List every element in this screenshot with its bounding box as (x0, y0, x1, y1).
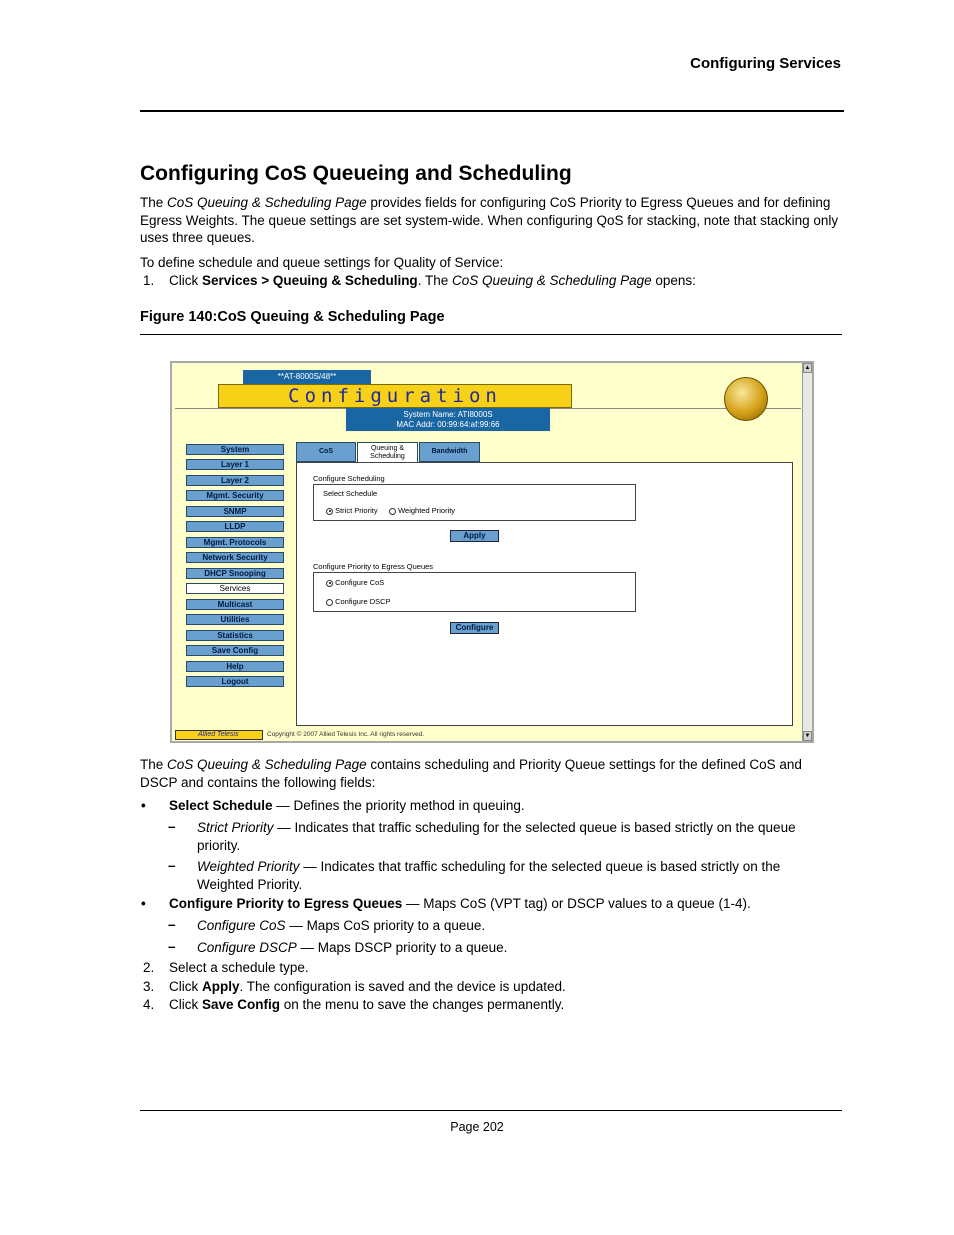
menu-multicast[interactable]: Multicast (186, 599, 284, 610)
content-panel (296, 462, 793, 726)
configure-dscp-option[interactable] (326, 597, 391, 606)
dash-icon: – (168, 939, 176, 954)
configure-scheduling-label: Configure Scheduling (313, 474, 385, 483)
copyright-text: Copyright © 2007 Allied Telesis Inc. All rights reserved. (267, 731, 425, 738)
menu-snmp[interactable]: SNMP (186, 506, 284, 517)
configure-dscp-radio[interactable] (326, 599, 333, 606)
page-number: Page 202 (450, 1120, 504, 1134)
menu-network-security[interactable]: Network Security (186, 552, 284, 563)
menu-mgmt-protocols[interactable]: Mgmt. Protocols (186, 537, 284, 548)
figure-caption: Figure 140:CoS Queuing & Scheduling Page (140, 309, 445, 325)
vertical-scrollbar[interactable] (802, 363, 812, 741)
weighted-priority-label: Weighted Priority (398, 506, 456, 515)
configure-cos-label: Configure CoS (335, 578, 385, 587)
step-3-text: Click Apply. The configuration is saved and the device is updated. (169, 979, 566, 994)
dash-icon: – (168, 819, 176, 834)
weighted-priority-radio[interactable] (389, 508, 396, 515)
weighted-priority-option[interactable] (389, 506, 455, 515)
globe-icon (724, 377, 768, 421)
dash-icon: – (168, 917, 176, 932)
figure-rule (140, 334, 842, 335)
configure-button[interactable]: Configure (450, 622, 499, 634)
step-number: 3. (143, 979, 155, 994)
apply-button[interactable]: Apply (450, 530, 499, 542)
header-rule (140, 110, 844, 112)
menu-system[interactable]: System (186, 444, 284, 455)
tab-label-line2: Scheduling (370, 453, 405, 460)
step-number: 1. (143, 273, 155, 288)
priority-box (313, 572, 636, 612)
section-heading: Configuring CoS Queueing and Scheduling (140, 162, 572, 185)
tab-cos[interactable]: CoS (296, 442, 356, 462)
menu-logout[interactable]: Logout (186, 676, 284, 687)
system-name: System Name: ATI8000S (403, 410, 493, 419)
menu-lldp[interactable]: LLDP (186, 521, 284, 532)
dash-icon: – (168, 858, 176, 873)
bullet-icon: • (141, 896, 146, 911)
intro-paragraph-2: To define schedule and queue settings for Quality of Service: (140, 255, 504, 270)
step-4-text: Click Save Config on the menu to save the changes permanently. (169, 997, 565, 1012)
tab-queuing-scheduling[interactable] (357, 442, 418, 463)
menu-save-config[interactable]: Save Config (186, 645, 284, 656)
step-number: 4. (143, 997, 155, 1012)
menu-layer1[interactable]: Layer 1 (186, 459, 284, 470)
scroll-up-icon[interactable]: ▲ (804, 365, 811, 371)
menu-mgmt-security[interactable]: Mgmt. Security (186, 490, 284, 501)
configure-dscp-label: Configure DSCP (335, 597, 391, 606)
strict-priority-label: Strict Priority (335, 506, 378, 515)
intro-paragraph: The CoS Queuing & Scheduling Page provides fields for configuring CoS Priority to Egress Queues and for defining Egress Weights. The queue settings are set system-wide. When configuring QoS for stacking, note that stacking only uses three queues. (140, 195, 839, 245)
menu-layer2[interactable]: Layer 2 (186, 475, 284, 486)
configure-priority-label: Configure Priority to Egress Queues (313, 562, 434, 571)
sub-configure-cos: Configure CoS — Maps CoS priority to a queue. (197, 918, 486, 933)
bullet-select-schedule: Select Schedule — Defines the priority method in queuing. (169, 798, 525, 813)
running-header: Configuring Services (690, 55, 841, 72)
strict-priority-option[interactable] (326, 506, 378, 515)
menu-services[interactable]: Services (186, 583, 284, 594)
scroll-down-icon[interactable]: ▼ (804, 733, 811, 739)
bullet-configure-priority: Configure Priority to Egress Queues — Maps CoS (VPT tag) or DSCP values to a queue (1-4). (169, 896, 751, 911)
step-1-text: Click Services > Queuing & Scheduling. The CoS Queuing & Scheduling Page opens: (169, 273, 696, 288)
screenshot-figure (170, 361, 814, 743)
footer-rule (140, 1110, 842, 1111)
select-schedule-label: Select Schedule (323, 489, 378, 498)
strict-priority-radio[interactable] (326, 508, 333, 515)
fields-intro-paragraph: The CoS Queuing & Scheduling Page contains scheduling and Priority Queue settings for the defined CoS and DSCP and contains the following fields: (140, 757, 802, 790)
bullet-icon: • (141, 798, 146, 813)
schedule-box (313, 484, 636, 521)
sub-strict-priority: Strict Priority — Indicates that traffic scheduling for the selected queue is based strictly on the queue priority. (197, 820, 796, 853)
mac-address: MAC Addr: 00:99:64:af:99:66 (396, 420, 500, 429)
sub-weighted-priority: Weighted Priority — Indicates that traffic scheduling for the selected queue is based strictly on the Weighted Priority. (197, 859, 781, 892)
tab-label-line1: Queuing & (370, 445, 405, 452)
allied-telesis-logo: Allied Telesis (175, 730, 263, 740)
system-info (346, 408, 550, 431)
sub-configure-dscp: Configure DSCP — Maps DSCP priority to a queue. (197, 940, 508, 955)
menu-help[interactable]: Help (186, 661, 284, 672)
model-label: **AT-8000S/48** (243, 370, 371, 384)
menu-statistics[interactable]: Statistics (186, 630, 284, 641)
step-number: 2. (143, 960, 155, 975)
configure-cos-option[interactable] (326, 578, 384, 587)
step-2-text: Select a schedule type. (169, 960, 309, 975)
menu-dhcp-snooping[interactable]: DHCP Snooping (186, 568, 284, 579)
menu-utilities[interactable]: Utilities (186, 614, 284, 625)
configuration-banner: Configuration (218, 384, 572, 408)
configure-cos-radio[interactable] (326, 580, 333, 587)
tab-bandwidth[interactable]: Bandwidth (419, 442, 480, 462)
screenshot-footer (175, 730, 801, 741)
